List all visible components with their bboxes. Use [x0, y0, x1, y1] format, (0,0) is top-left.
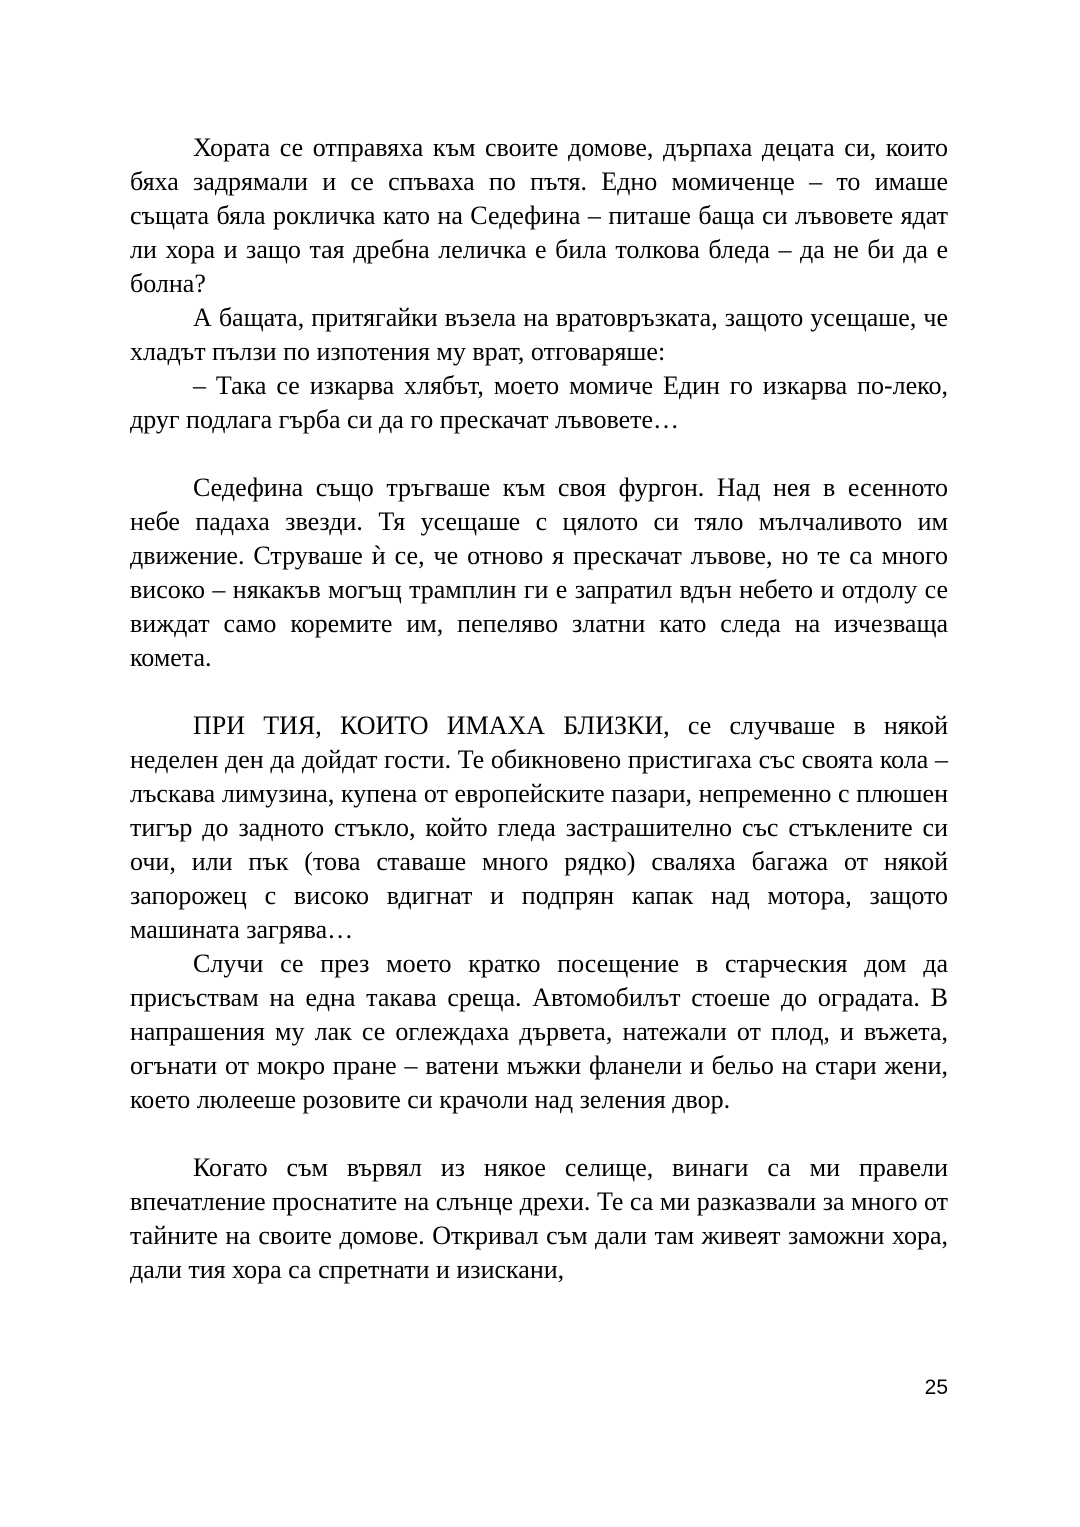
page-number: 25: [924, 1376, 948, 1399]
text-body: [130, 131, 948, 1287]
paragraph: А бащата, притягайки възела на вратовръзката, защото усещаше, че хладът пълзи по изпотения му врат, отговаряше:: [130, 303, 948, 366]
paragraph: – Така се изкарва хлябът, моето момиче Един го изкарва по-леко, друг подлага гърба си да го прескачат лъвовете…: [130, 371, 948, 434]
paragraph: Когато съм вървял из някое селище, винаги са ми правели впечатление проснатите на слънце дрехи. Те са ми разказвали за много от тайните на своите домове. Откривал съм дали там живеят заможни хора, дали тия хора са спретнати и изискани,: [130, 1153, 948, 1284]
paragraph: ПРИ ТИЯ, КОИТО ИМАХА БЛИЗКИ, се случваше в някой неделен ден да дойдат гости. Те обикновено пристигаха със своята кола – лъскава лимузина, купена от европейските пазари, непременно с плюшен тигър до задното стъкло, който гледа застрашително със стъклените си очи, или пък (това ставаше много рядко) сваляха багажа от някой запорожец с високо вдигнат и подпрян капак над мотора, защото машината загрява…: [130, 711, 948, 944]
paragraph: Седефина също тръгваше към своя фургон. Над нея в есенното небе падаха звезди. Тя усещаше с цялото си тяло мълчаливото им движение. Струваше ѝ се, че отново я прескачат лъвове, но те са много високо – някакъв могъщ трамплин ги е запратил вдън небето и отдолу се виждат само коремите им, пепеляво златни като следа на изчезваща комета.: [130, 473, 948, 672]
paragraph: Хората се отправяха към своите домове, дърпаха децата си, които бяха задрямали и се спъваха по пътя. Едно момиченце – то имаше същата бяла рокличка като на Седефина – питаше баща си лъвовете ядат ли хора и защо тая дребна леличка е била толкова бледа – да не би да е болна?: [130, 133, 948, 298]
paragraph: Случи се през моето кратко посещение в старческия дом да присъствам на една такава среща. Автомобилът стоеше до оградата. В напрашения му лак се оглеждаха дървета, натежали от плод, и въжета, огънати от мокро пране – ватени мъжки фланели и бельо на стари жени, което люлееше розовите си крачоли над зеления двор.: [130, 949, 948, 1114]
